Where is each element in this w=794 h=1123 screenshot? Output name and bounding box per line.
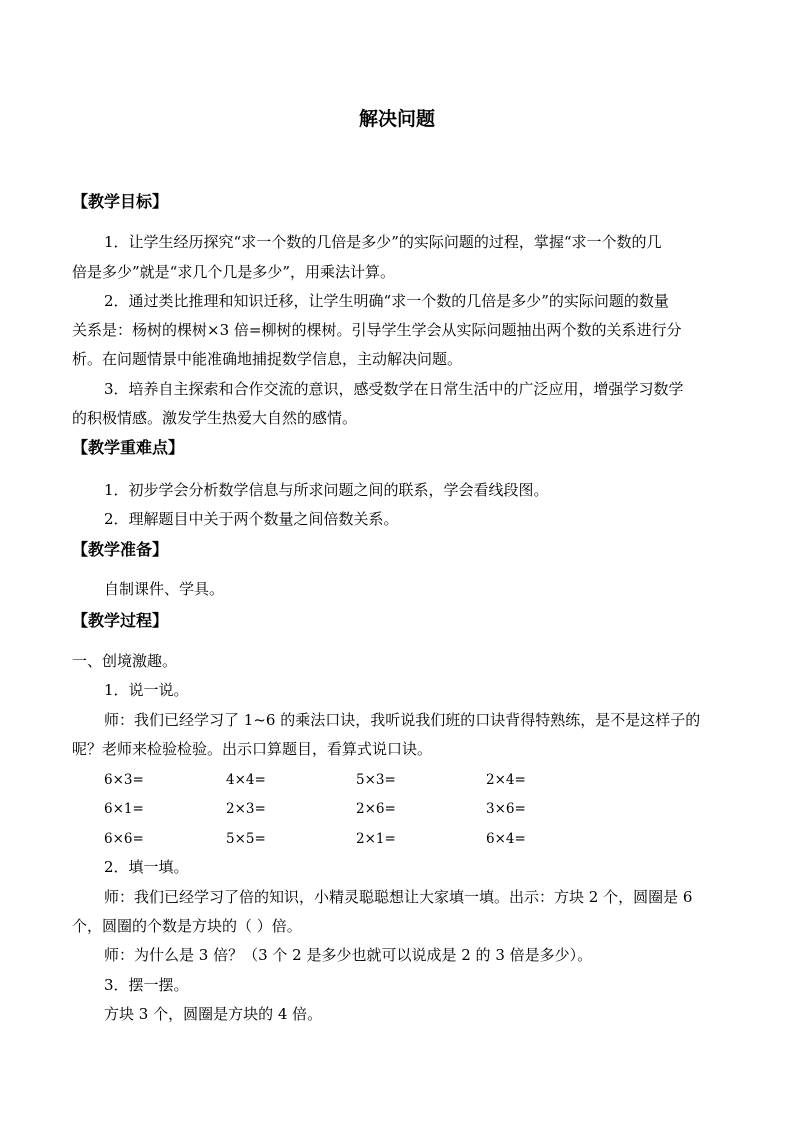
step-3-text: 方块 3 个，圆圈是方块的 4 倍。 (104, 1005, 323, 1023)
goal-2-line-1: 2．通过类比推理和知识迁移，让学生明确“求一个数的几倍是多少”的实际问题的数量 (104, 292, 669, 310)
step-2-text-line-2: 个，圆圈的个数是方块的（ ）倍。 (72, 917, 302, 935)
keypoint-1: 1．初步学会分析数学信息与所求问题之间的联系，学会看线段图。 (104, 481, 549, 499)
calc-item: 2×6= (356, 801, 396, 817)
calc-item: 6×1= (104, 801, 144, 817)
keypoint-2: 2．理解题目中关于两个数量之间倍数关系。 (104, 510, 399, 528)
heading-preparation: 【教学准备】 (72, 540, 169, 559)
section-1-title: 一、创境激趣。 (72, 652, 178, 670)
calc-item: 2×1= (356, 831, 396, 847)
calc-item: 6×6= (104, 831, 144, 847)
preparation-text: 自制课件、学具。 (104, 580, 225, 598)
step-2-title: 2．填一填。 (104, 858, 189, 876)
step-3-title: 3．摆一摆。 (104, 976, 189, 994)
goal-1-line-2: 倍是多少”就是“求几个几是多少”，用乘法计算。 (72, 263, 396, 281)
document-title: 解决问题 (358, 108, 435, 130)
goal-3-line-2: 的积极情感。激发学生热爱大自然的感情。 (72, 409, 358, 427)
step-1-text-line-2: 呢？老师来检验检验。出示口算题目，看算式说口诀。 (72, 740, 433, 758)
goal-3-line-1: 3．培养自主探索和合作交流的意识，感受数学在日常生活中的广泛应用，增强学习数学 (104, 380, 684, 398)
step-2-text-line-1: 师：我们已经学习了倍的知识，小精灵聪聪想让大家填一填。出示：方块 2 个，圆圈是 6 (104, 888, 693, 906)
calc-item: 5×3= (356, 772, 396, 788)
calc-item: 5×5= (226, 831, 266, 847)
goal-1-line-1: 1．让学生经历探究“求一个数的几倍是多少”的实际问题的过程，掌握“求一个数的几 (104, 233, 662, 251)
calc-item: 3×6= (486, 801, 526, 817)
heading-teaching-process: 【教学过程】 (72, 611, 169, 630)
goal-2-line-3: 析。在问题情景中能准确地捕捉数学信息，主动解决问题。 (72, 350, 463, 368)
step-1-text-line-1: 师：我们已经学习了 1~6 的乘法口诀，我听说我们班的口诀背得特熟练，是不是这样子的 (104, 711, 701, 729)
goal-2-line-2: 关系是：杨树的棵树×3 倍=柳树的棵树。引导学生学会从实际问题抽出两个数的关系进行分 (72, 321, 682, 339)
step-2-text-line-3: 师：为什么是 3 倍？（3 个 2 是多少也就可以说成是 2 的 3 倍是多少）。 (104, 946, 593, 964)
calc-item: 2×4= (486, 772, 526, 788)
calc-item: 6×3= (104, 772, 144, 788)
calc-item: 4×4= (226, 772, 266, 788)
calc-item: 6×4= (486, 831, 526, 847)
heading-key-points: 【教学重难点】 (72, 438, 185, 457)
heading-teaching-goals: 【教学目标】 (72, 192, 169, 211)
calc-item: 2×3= (226, 801, 266, 817)
step-1-title: 1．说一说。 (104, 681, 189, 699)
